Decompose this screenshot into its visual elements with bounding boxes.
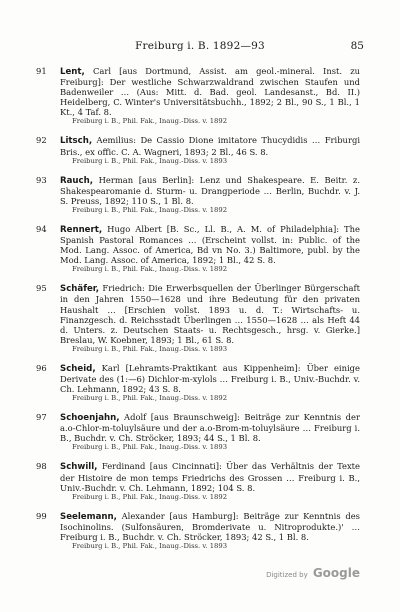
entry-number: 99: [36, 510, 47, 521]
citation-text: Herman [aus Berlin]: Lenz und Shakespeare. E. Beitr. z. Shakespearomanie d. Sturm- u. Drangperiode … Berlin, Buchdr. v. J. S. Preuss, 1892; 110 S., 1 Bl. 8.: [60, 174, 360, 206]
citation-text: Hugo Albert [B. Sc., Ll. B., A. M. of Philadelphia]: The Spanish Pastoral Romances … (Erscheint vollst. in: Public. of the Mod. Lang. Assoc. of America, Bd vn No. 3.) Baltimore, publ. by the Mod. Lang. Assoc. of America, 1892; 1 Bl., 42 S. 8.: [60, 223, 360, 266]
author-surname: Schwill,: [60, 462, 98, 473]
citation-text: Carl [aus Dortmund, Assist. am geol.-mineral. Inst. zu Freiburg]: Der westliche Schwarzwaldrand zwischen Staufen und Badenweiler … (Aus: Mitt. d. Bad. geol. Landesanst., Bd. II.) Heidelberg, C. Winter's Universitätsbuchh., 1892; 2 Bl., 90 S., 1 Bl., 1 Kt., 4 Taf. 8.: [60, 66, 360, 118]
running-title: Freiburg i. B. 1892—93: [135, 40, 265, 52]
entry-citation: [60, 224, 360, 265]
google-logo: Google: [312, 566, 360, 580]
author-surname: Rennert,: [60, 224, 103, 235]
bibliography-entry: [36, 135, 360, 165]
entry-citation: [60, 511, 360, 542]
entry-number: 95: [36, 283, 47, 294]
google-watermark: [266, 562, 360, 580]
author-surname: Litsch,: [60, 136, 93, 147]
dissertation-note: Freiburg i. B., Phil. Fak., Inaug.-Diss. v. 1893: [72, 443, 228, 452]
bibliography-entry: [36, 461, 360, 501]
entry-citation: [60, 175, 360, 206]
dissertation-note: Freiburg i. B., Phil. Fak., Inaug.-Diss. v. 1892: [72, 205, 228, 214]
citation-text: Karl [Lehramts-Praktikant aus Kippenheim]: Über einige Derivate des (1:—6) Dichlor-m-xylols … Freiburg i. B., Univ.-Buchdr. v. Ch. Lehmann, 1892; 43 S. 8.: [60, 362, 360, 395]
dissertation-note: Freiburg i. B., Phil. Fak., Inaug.-Diss. v. 1893: [72, 542, 228, 550]
entry-citation: [60, 283, 360, 345]
entry-number: 98: [36, 461, 47, 472]
entry-citation: [60, 461, 360, 492]
citation-text: Adolf [aus Braunschweig]: Beiträge zur Kenntnis der a.o-Chlor-m-toluylsäure und der a.o-Brom-m-toluylsäure … Freiburg i. B., Buchdr. v. Ch. Ströcker, 1893; 44 S., 1 Bl. 8.: [60, 412, 361, 444]
citation-text: Ferdinand [aus Cincinnati]: Über das Verhältnis der Texte der Histoire de mon temps Friedrichs des Grossen … Freiburg i. B., Univ.-Buchdr. v. Ch. Lehmann, 1892; 104 S. 8.: [60, 461, 361, 493]
entry-number: 96: [36, 362, 47, 373]
citation-text: Friedrich: Die Erwerbsquellen der Überlinger Bürgerschaft in den Jahren 1550—1628 und ihre Bedeutung für den privaten Haushalt … [Erschien vollst. 1893 u. d. T.: Wirtschafts- u. Finanzgesch. d. Reichsstadt Überlingen … 1550—1628 … als Heft 44 d. Unters. z. Deutschen Staats- u. Rechtsgesch., hrsg. v. Gierke.] Breslau, W. Koebner, 1893; 1 Bl., 61 S. 8.: [60, 283, 360, 345]
dissertation-note: Freiburg i. B., Phil. Fak., Inaug.-Diss. v. 1892: [72, 492, 228, 501]
bibliography-entry: [36, 224, 360, 274]
dissertation-note: Freiburg i. B., Phil. Fak., Inaug.-Diss. v. 1893: [72, 344, 228, 353]
bibliography-entry: [36, 511, 360, 551]
dissertation-note: Freiburg i. B., Phil. Fak., Inaug.-Diss. v. 1892: [72, 117, 228, 126]
dissertation-note: Freiburg i. B., Phil. Fak., Inaug.-Diss. v. 1892: [72, 394, 228, 403]
author-surname: Lent,: [60, 67, 85, 77]
author-surname: Schoenjahn,: [60, 413, 120, 424]
bibliography-entry: [36, 66, 360, 126]
bibliography-list: [36, 66, 360, 551]
bibliography-entry: [36, 412, 360, 452]
dissertation-note: Freiburg i. B., Phil. Fak., Inaug.-Diss. v. 1893: [72, 156, 228, 165]
citation-text: Alexander [aus Hamburg]: Beiträge zur Kenntnis des Isochinolins. (Sulfonsäuren, Bromderivate u. Nitroprodukte.)' … Freiburg i. B., Buchdr. v. Ch. Ströcker, 1893; 42 S., 1 Bl. 8.: [60, 510, 360, 542]
bibliography-entry: [36, 363, 360, 403]
watermark-prefix: Digitized by: [266, 571, 308, 579]
entry-number: 94: [36, 223, 47, 234]
entry-number: 92: [36, 135, 47, 146]
entry-number: 91: [36, 66, 47, 76]
entry-number: 93: [36, 174, 47, 185]
entry-citation: [60, 363, 360, 394]
entry-number: 97: [36, 412, 47, 423]
author-surname: Seelemann,: [60, 511, 117, 522]
author-surname: Rauch,: [60, 175, 94, 186]
bibliography-entry: [36, 283, 360, 354]
page-number: 85: [350, 40, 364, 52]
dissertation-note: Freiburg i. B., Phil. Fak., Inaug.-Diss. v. 1892: [72, 265, 228, 274]
entry-citation: [60, 135, 360, 156]
author-surname: Scheid,: [60, 363, 96, 374]
running-header: [36, 40, 364, 54]
author-surname: Schäfer,: [60, 284, 100, 295]
entry-citation: [60, 412, 360, 443]
citation-text: Aemilius: De Cassio Dione imitatore Thucydidis … Friburgi Bris., ex offic. C. A. Wagneri, 1893; 2 Bl., 46 S. 8.: [60, 135, 360, 157]
bibliography-entry: [36, 175, 360, 215]
entry-citation: [60, 66, 360, 117]
